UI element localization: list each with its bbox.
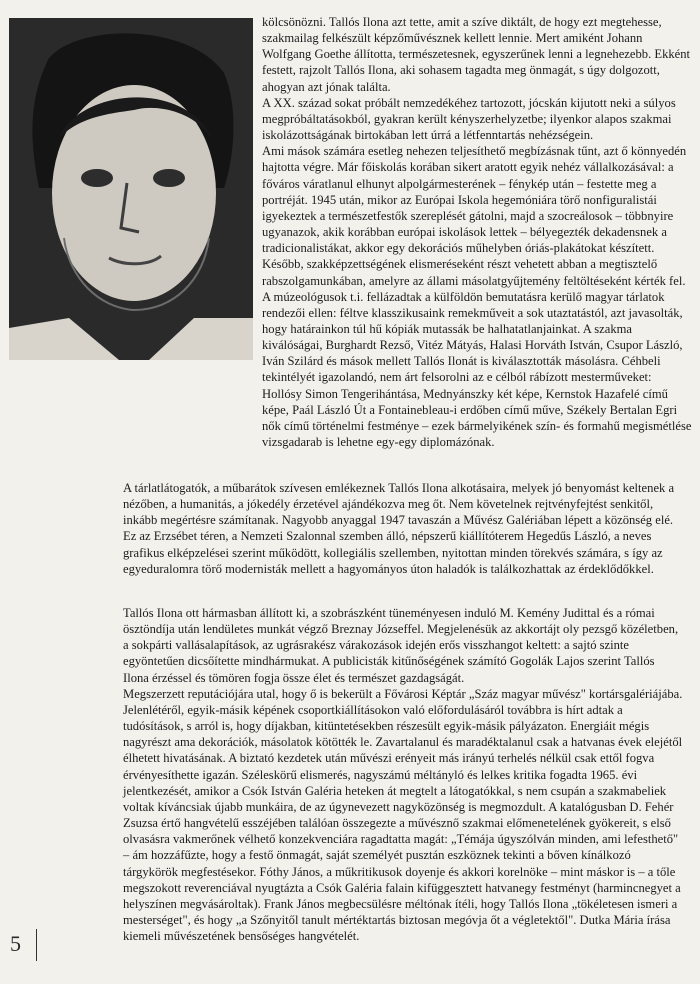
paragraph-2: A XX. század sokat próbált nemzedékéhez tartozott, jócskán kijutott neki a súlyos megpróbáltatásokból, gyakran került kényszerhelyzetbe; ilyenkor alapos szakmai iskolázottságának birtokában lett úrrá a létfenntartás nehézségein. (262, 95, 676, 143)
paragraph-5: Tallós Ilona ott hármasban állított ki, a szobrászként tüneményesen induló M. Kemény Judittal és a római ösztöndíja után lendületes munkát végző Breznay Józseffel. Megjelenésük az akkortájt oly pezsgő közéletben, a sokpárti vallásalapítások, az ugrásrakész várakozások idején erős visszhangot keltett: a sajtó szinte egyöntetűen dicsőítette mindhármukat. A publicisták kitűnőségének számító Gogolák Lajos szerint Tallós Ilona érzéssel és tömören fogja össze élet és természet gazdagságát. (123, 606, 679, 685)
paragraph-1: kölcsönözni. Tallós Ilona azt tette, amit a szíve diktált, de hogy ezt megtehesse, szakmailag felkészült képzőművésznek kellett lennie. Mert amiként Johann Wolfgang Goethe állította, természetesnek, egyszerűnek lenni a legnehezebb. Ekként festett, rajzolt Tallós Ilona, aki sohasem tagadta meg önmagát, s úgy dolgozott, ahogyan azt jónak találta. (262, 15, 691, 94)
portrait-drawing (9, 18, 253, 360)
paragraph-3: Ami mások számára esetleg nehezen teljesíthető megbízásnak tűnt, azt ő könnyedén hajtotta végre. Már főiskolás korában sikert aratott egyik nehéz vállalkozásával: a főváros váratlanul elhunyt alpolgármesterének – fénykép után – festette meg a portréját. 1945 után, mikor az Európai Iskola hegemóniára törő nonfiguralistái igyekeztek a természetfestők szereplését gátolni, majd a szocreálosok – többnyire ugyanazok, akik korábban európai iskolások lettek – bélyegezték dekadensnek a tradicionalistákat, akkor egy dekorációs műhelyben óriás-plakátokat készített. Később, szakképzettségének elismeréseként részt vehetett abban a megtisztelő rabszolgamunkában, amelyre az állami másolatgyűjtemény feltöltéseként kérték fel. A múzeológusok t.i. fellázadtak a külföldön bemutatásra kerülő magyar tárlatok rendezői ellen: féltve klasszikusaink remekműveit a sok utaztatástól, azt javasolták, hogy határainkon túl hű kópiák mutassák be halhatatlanjainkat. A szakma kiválóságai, Burghardt Rezső, Vitéz Mátyás, Halasi Horváth István, Csupor László, Iván Szilárd és mások mellett Tallós Ilonát is kiválasztották másolásra. Céhbeli tekintélyét igazolandó, nem árt felsorolni az e célból rábízott mesterműveket: Hollósy Simon Tengerihántása, Mednyánszky két képe, Kernstok Hazafelé című képe, Paál László Út a Fontainebleau-i erdőben című műve, Székely Bertalan Egri nők című történelmi festménye – ezek bármelyikének szín- és formahű megismétlése vizsgadarab is lehetne egy-egy diplomázónak. (262, 144, 692, 450)
paragraph-group-middle (123, 480, 683, 577)
paragraph-group-top (262, 14, 692, 450)
paragraph-group-bottom (123, 605, 683, 944)
paragraph-4: A tárlatlátogatók, a műbarátok szívesen emlékeznek Tallós Ilona alkotásaira, melyek jó benyomást keltenek a nézőben, a humanitás, a jókedély érzetével ajándékozva meg őt. Nem követelnek rejtvényfejtést senkitől, inkább megértésre számítanak. Nagyobb anyaggal 1947 tavaszán a Művész Galériában lépett a közönség elé. Ez az Erzsébet téren, a Nemzeti Szalonnal szemben álló, népszerű kiállítóterem Hegedűs László, a neves grafikus elképzelései szerint működött, kollegiális szellemben, nyitottan minden törekvés számára, s így az egyeduralomra törő modernisták mellett a hagyományos úton haladók is találkozhattak az érdeklődőkkel. (123, 481, 675, 576)
page-number: 5 (10, 931, 21, 956)
page-number-rule (36, 929, 37, 961)
paragraph-6: Megszerzett reputációjára utal, hogy ő is bekerült a Fővárosi Képtár „Száz magyar művész" kortársgalériájába. Jelenlétéről, egyik-másik képének csoportkiállításokon való előfordulásáról továbbra is hírt adtak a tudósítások, s arról is, hogy díjakban, kitüntetésekben részesült egyik-másik pályázaton. Energiáit mégis nagyrészt ama dekorációk, másolatok kötötték le. Zavartalanul és maradéktalanul csak a hatvanas évek elejétől élhetett hivatásának. A biztató kezdetek után művészi erényeit más irányú terhelés nélkül csak ettől fogva érvényesíthette igazán. Széleskörű elismerés, nagyszámú méltányló és lelkes kritika fogadta 1965. évi jelentkezését, amikor a Csók István Galéria heteken át megtelt a látogatókkal, s nem csupán a szakmabeliek voltak kíváncsiak újabb munkáira, de az úgynevezett nagyközönség is megmozdult. A katalógusban D. Fehér Zsuzsa értő hangvételű esszéjében találóan összegezte a művésznő szakmai előmenetelének gyökereit, s első olvasásra vakmerőnek vélhető konzekvenciára ragadtatta magát: „Témája úgyszólván minden, ami lefesthető" – ám hozzáfűzte, hogy a festő önmagát, saját személyét pusztán eszköznek tekinti a bőven kínálkozó tárgykörök megfestésekor. Fóthy János, a műkritikusok doyenje és akkori korelnöke – mint máskor is – a tőle megszokott reverenciával nyugtázta a Csók Galéria falain kifüggesztett hatvanegy festményt (harmincnegyet a helyszínen megvásároltak). Frank János megbecsülésre méltónak ítéli, hogy Tallós Ilona „tökéletesen ismeri a mesterséget", és hogy „a Szőnyitől tanult mértéktartás biztosan megóvja őt a végletektől". Dutka Mária írása kiemeli művészetének bensőséges hangvételét. (123, 686, 683, 944)
portrait-illustration (9, 18, 253, 360)
